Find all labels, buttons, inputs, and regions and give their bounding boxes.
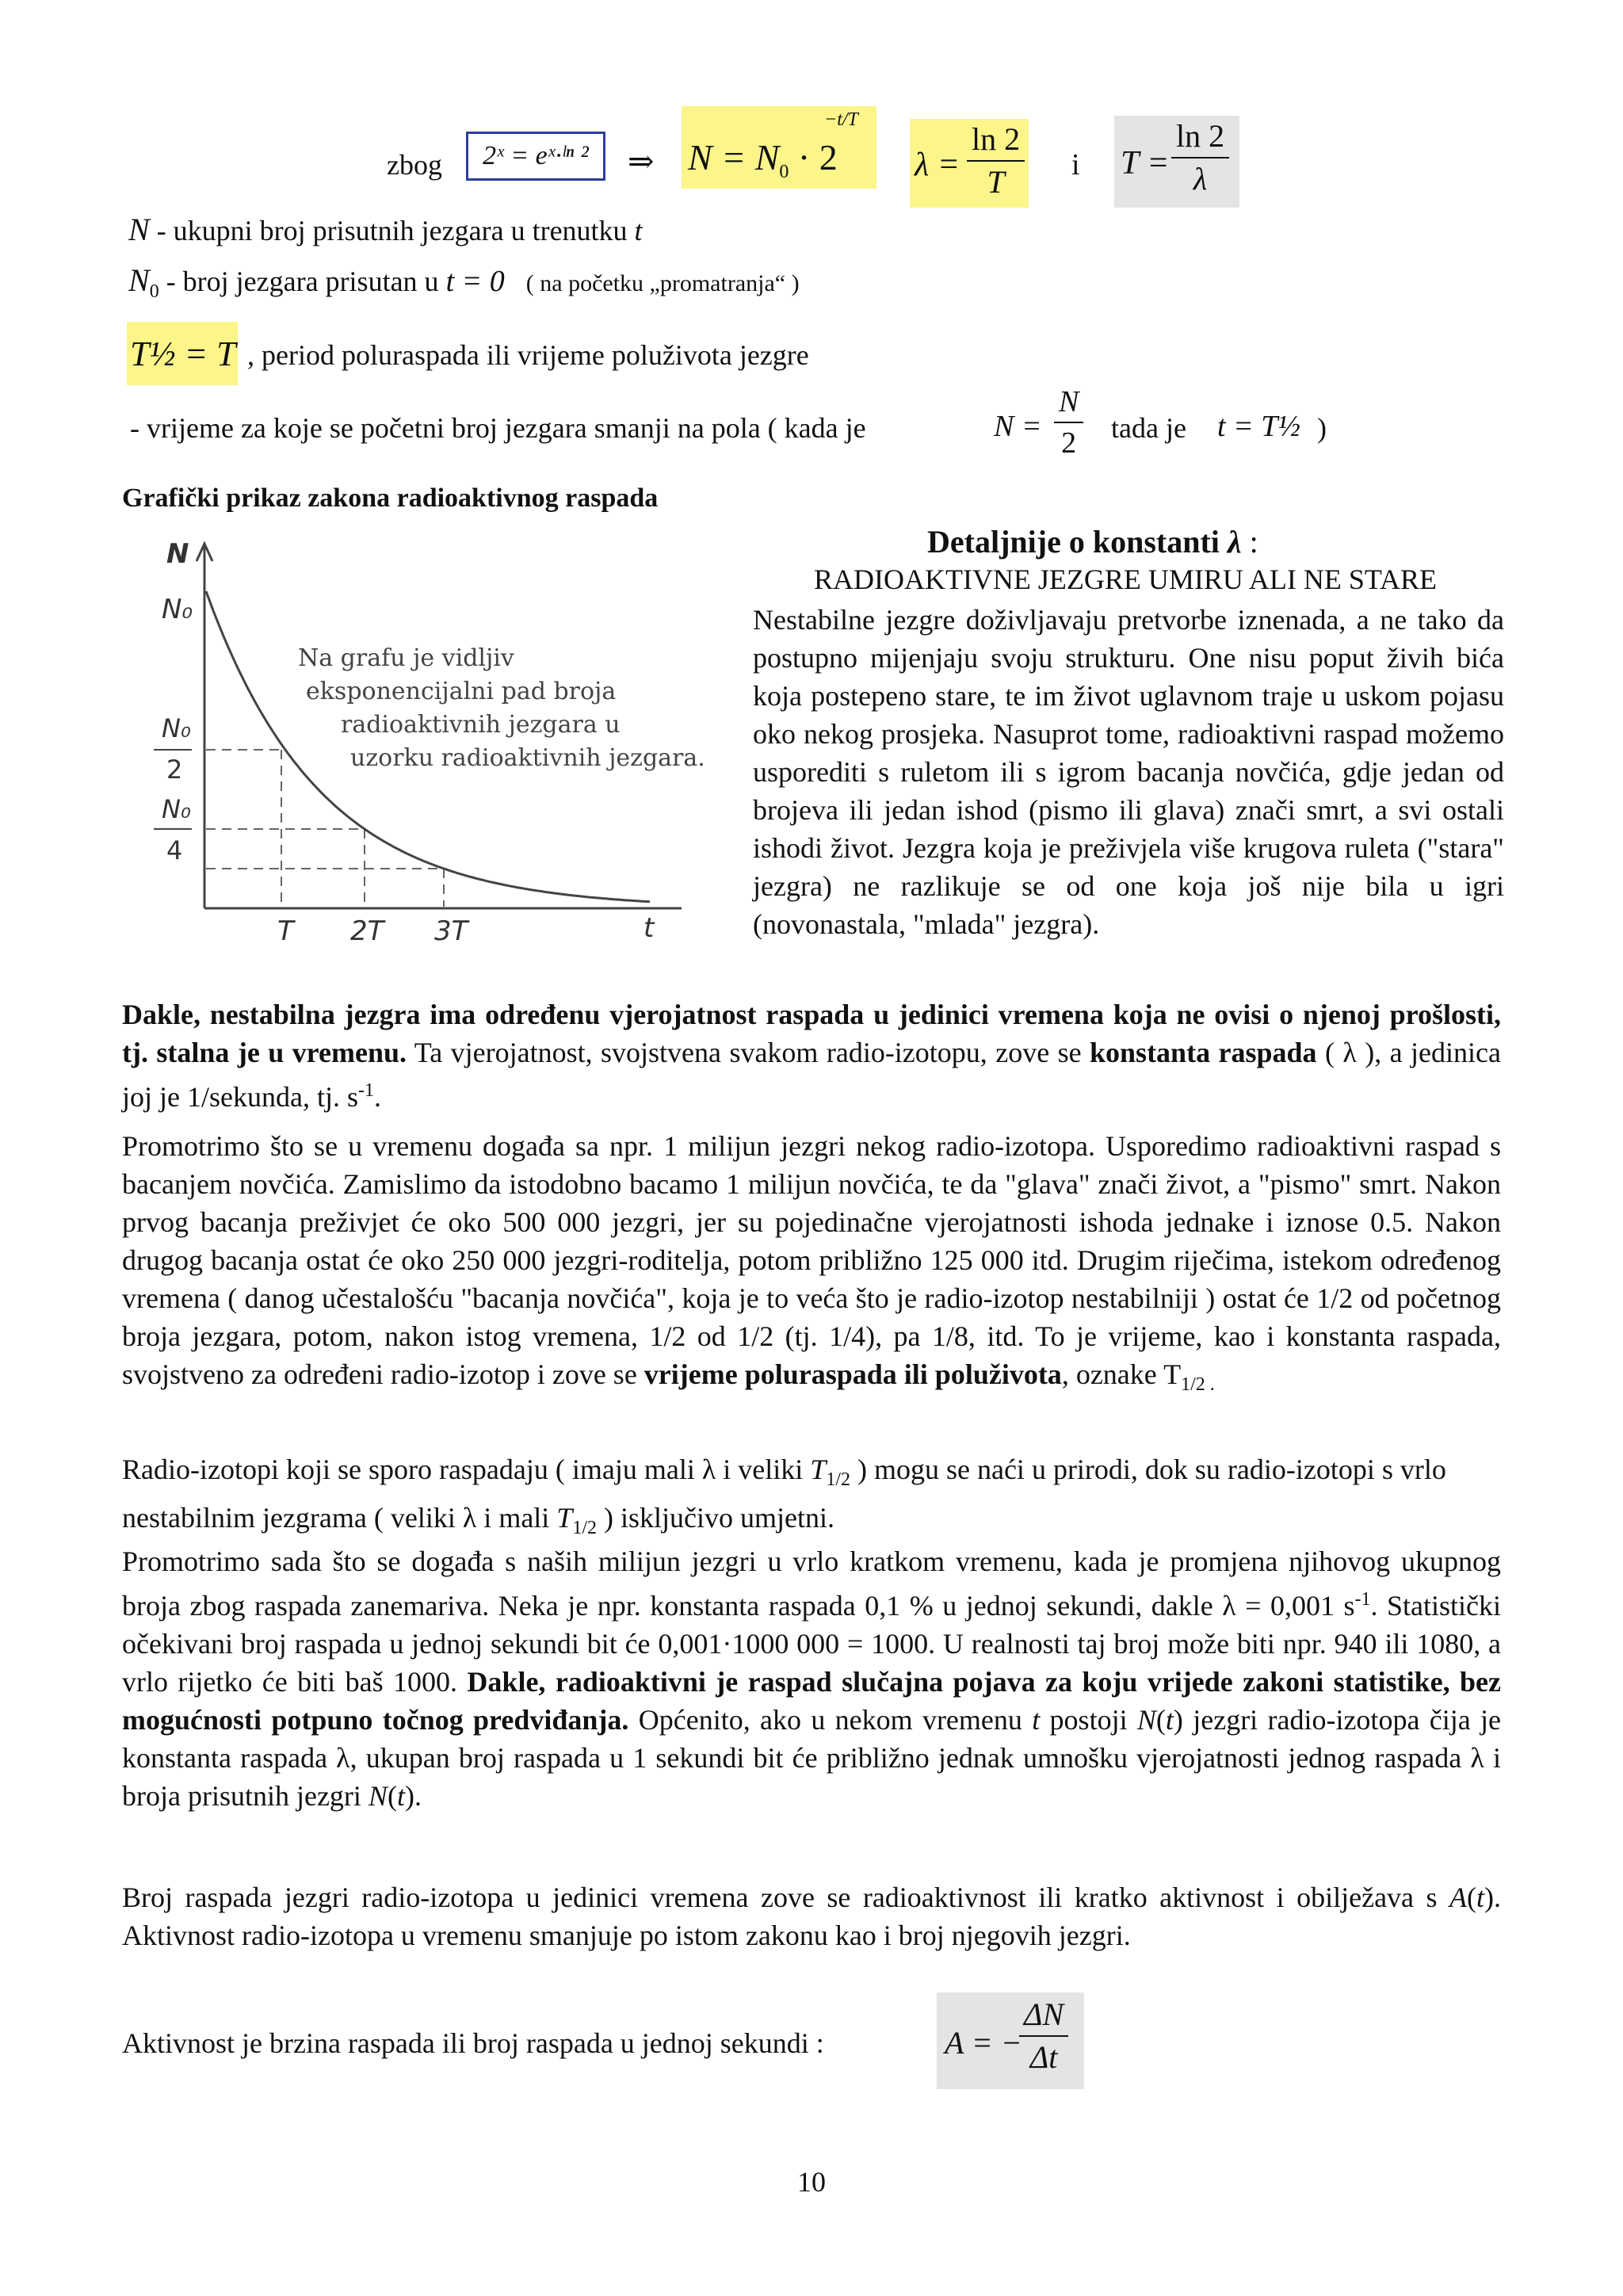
p5-t: t — [1476, 1881, 1484, 1913]
period-formula — [1114, 116, 1239, 208]
graph-annotation-line3: radioaktivnih jezgara u — [341, 711, 621, 739]
y-axis-label: N — [166, 538, 189, 570]
p3-b: ) mogu se naći u prirodi, dok su radio-izotopi s vrlo nestabilnim jezgrama ( veliki λ i mali — [122, 1454, 1446, 1534]
p2-text: Promotrimo što se u vremenu događa sa npr. 1 milijun jezgri nekog radio-izotopa. Usporedimo radioaktivni raspad s bacanjem novčića. Zamislimo da istodobno bacamo 1 milijun novčića, te da "glava" znači život, a "pismo" smrt. Nakon prvog bacanja preživjet će oko 500 000 jezgri, jer su pojedinačne vjerojatnosti ishoda jednake i iznose 0.5. Nakon drugog bacanja ostat će oko 250 000 jezgri-roditelja, potom približno 125 000 itd. Drugim riječima, istekom određenog vremena ( danog učestalošću "bacanja novčića", koja je to veća što je radio-izotop nestabilniji ) ostat će 1/2 od početnog broja jezgara, potom, nakon istog vremena, 1/2 od 1/2 (tj. 1/4), pa 1/8, itd. To je vrijeme, kao i konstanta raspada, svojstveno za određeni radio-izotop i zove se — [122, 1130, 1501, 1390]
p1-text2: ( λ ), a jedinica joj je 1/sekunda, tj. s — [122, 1037, 1501, 1113]
p4-bold: Dakle, radioaktivni je raspad slučajna pojava za koju vrijede zakoni statistike, bez mogućnosti potpuno točnog predviđanja. — [122, 1666, 1502, 1736]
lambda-denominator: T — [987, 164, 1005, 200]
def-N-t: t — [634, 215, 643, 246]
p3-s1: 1/2 — [826, 1469, 850, 1491]
paragraph-statistics — [122, 1542, 1501, 1815]
p4-h: ). — [404, 1780, 422, 1812]
zbog-label: zbog — [387, 149, 442, 181]
decay-law-sub: 0 — [779, 162, 789, 183]
period-numerator: ln 2 — [1171, 120, 1229, 159]
p4-f: ) jezgri radio-izotopa čija je konstanta raspada λ, ukupan broj raspada u 1 sekundi bit će približno jednak umnošku vjerojatnosti jednog raspada λ i broja prisutnih jezgri — [122, 1704, 1501, 1812]
def-N-text: - ukupni broj prisutnih jezgara u trenutku — [149, 215, 635, 246]
lambda-detail-title — [927, 523, 1258, 560]
p1-text3: . — [373, 1081, 381, 1113]
def-N-symbol: N — [128, 212, 150, 247]
half-line-text-a: - vrijeme za koje se početni broj jezgara smanji na pola ( kada je — [130, 412, 866, 444]
decay-graph — [143, 529, 745, 973]
y-tick-quarter-num: N₀ — [162, 794, 191, 824]
p3-a: Radio-izotopi koji se sporo raspadaju ( imaju mali λ i veliki — [122, 1454, 811, 1485]
boxed-identity-text: 2ˣ = eˣ·ˡⁿ ² — [483, 141, 589, 170]
p1-bold2: konstanta raspada — [1090, 1037, 1317, 1068]
def-N0-symbol: N — [128, 262, 150, 298]
p4-a: Promotrimo sada što se događa s naših milijun jezgri u vrlo kratkom vremenu, kada je promjena njihovog ukupnog broja zbog raspada zanemariva. Neka je npr. konstanta raspada 0,1 % u jednoj sekundi, dakle λ = 0,001 s — [122, 1545, 1501, 1622]
lambda-detail-subtitle: RADIOAKTIVNE JEZGRE UMIRU ALI NE STARE — [813, 563, 1438, 595]
decay-law-left: N = N — [688, 137, 780, 178]
decay-law-exponent: −t/T — [824, 109, 858, 130]
p2-tail: , oznake T — [1061, 1358, 1182, 1390]
lambda-detail-colon: : — [1241, 524, 1258, 560]
half-numerator: N — [1054, 387, 1083, 423]
p3-T1: T — [810, 1454, 827, 1485]
half-life-definition: , period poluraspada ili vrijeme poluživota jezgre — [247, 339, 809, 371]
paragraph-coin-toss — [122, 1127, 1501, 1404]
and-word: i — [1071, 148, 1080, 181]
y-tick-half-den: 2 — [166, 755, 183, 785]
y-tick-half-num: N₀ — [162, 713, 191, 743]
graph-annotation-line4: uzorku radioaktivnih jezgara. — [350, 744, 705, 772]
lambda-detail-body: Nestabilne jezgre doživljavaju pretvorbe iznenada, a ne tako da postupno mijenjaju svoju strukturu. One nisu poput živih bića koja postepeno stare, te im život uglavnom traje u uskom pojasu oko nekog prosjeka. Nasuprot tome, radioaktivni raspad možemo usporediti s ruletom ili s igrom bacanja novčića, gdje jedan od brojeva ili jedan ishod (pismo ili glava) znači smrt, a svi ostali ishodi život. Jezgra koja je preživjela više krugova ruleta ("stara" jezgra) ne razlikuje se od one koja još nije bila u igri (novonastala, "mlada" jezgra). — [753, 604, 1504, 940]
x-tick-T: T — [277, 915, 294, 947]
p4-t3: t — [396, 1780, 405, 1812]
p3-T2: T — [556, 1502, 573, 1534]
x-tick-3T: 3T — [434, 915, 468, 947]
p4-d: postoji — [1040, 1704, 1137, 1736]
p4-e: ( — [1155, 1704, 1166, 1736]
def-N0-sub: 0 — [149, 281, 159, 303]
p3-c: ) isključivo umjetni. — [597, 1502, 834, 1534]
activity-numerator: ΔN — [1019, 1999, 1068, 2037]
p5-b: ( — [1466, 1881, 1476, 1913]
p1-sup: -1 — [357, 1080, 374, 1101]
def-N — [128, 211, 643, 250]
half-definition-line — [130, 409, 866, 447]
p4-t2: t — [1165, 1704, 1174, 1736]
page-number: 10 — [797, 2166, 826, 2198]
p5-A: A — [1449, 1881, 1467, 1913]
def-N0 — [128, 262, 800, 311]
period-denominator: λ — [1193, 161, 1208, 197]
graph-annotation-line1: Na grafu je vidljiv — [298, 644, 514, 672]
paragraph-activity — [122, 1878, 1501, 1954]
half-life-symbol-text: T½ = T — [130, 334, 236, 373]
p2-bold: vrijeme poluraspada ili poluživota — [643, 1358, 1062, 1390]
p4-sup: -1 — [1354, 1589, 1371, 1610]
half-life-symbol — [127, 322, 238, 385]
period-lhs: T = — [1121, 145, 1170, 181]
graph-annotation-line2: eksponencijalni pad broja — [306, 678, 617, 705]
boxed-identity — [466, 132, 605, 181]
x-tick-2T: 2T — [350, 915, 384, 947]
half-line-text-b: tada je — [1111, 412, 1186, 444]
p1-text1: Ta vjerojatnost, svojstvena svakom radio-izotopu, zove se — [407, 1037, 1090, 1068]
graph-heading: Grafički prikaz zakona radioaktivnog raspada — [122, 483, 659, 513]
lambda-formula — [910, 119, 1029, 208]
p4-t: t — [1032, 1704, 1041, 1736]
p5-a: Broj raspada jezgri radio-izotopa u jedinici vremena zove se radioaktivnost ili kratko aktivnost i obilježava s — [122, 1881, 1449, 1913]
x-axis-label: t — [643, 912, 655, 944]
implies-arrow: ⇒ — [628, 143, 655, 179]
p4-Nt2: N — [368, 1780, 388, 1812]
p3-s2: 1/2 — [572, 1518, 597, 1539]
p4-g: ( — [387, 1780, 397, 1812]
def-N0-t: t = 0 — [445, 265, 505, 298]
paragraph-constant — [122, 995, 1501, 1116]
decay-law-right: · 2 — [797, 137, 838, 178]
y-tick-N0: N₀ — [162, 594, 193, 625]
activity-formula — [937, 1992, 1084, 2089]
p4-c: Općenito, ako u nekom vremenu — [628, 1704, 1033, 1736]
p1-bold: Dakle, nestabilna jezgra ima određenu vjerojatnost raspada u jedinici vremena koja ne ovisi o njenoj prošlosti, tj. stalna je u vremenu. — [122, 999, 1501, 1068]
lambda-numerator: ln 2 — [967, 124, 1025, 162]
half-denominator: 2 — [1061, 426, 1077, 460]
def-N0-note: ( na početku „promatranja“ ) — [525, 270, 800, 296]
p2-sub: 1/2 . — [1181, 1374, 1215, 1396]
p5-c: ). Aktivnost radio-izotopa u vremenu smanjuje po istom zakonu kao i broj njegovih jezgri. — [122, 1881, 1501, 1951]
half-close: ) — [1317, 412, 1327, 444]
half-N-lhs: N = — [994, 410, 1042, 443]
activity-lhs: A = − — [945, 2025, 1022, 2061]
lambda-lhs: λ = — [915, 147, 960, 183]
p4-b: . Statistički očekivani broj raspada u jednoj sekundi bit će 0,001·1000 000 = 1000. U realnosti taj broj može biti npr. 940 ili 1080, a vrlo rijetko će biti baš 1000. — [122, 1590, 1502, 1698]
lambda-detail-title-text: Detaljnije o konstanti — [927, 524, 1220, 560]
decay-law-formula — [682, 106, 876, 189]
activity-denominator: Δt — [1029, 2039, 1058, 2075]
y-tick-quarter-den: 4 — [166, 835, 183, 865]
half-t: t = T½ — [1217, 410, 1300, 443]
activity-definition: Aktivnost je brzina raspada ili broj raspada u jednoj sekundi : — [122, 2027, 824, 2059]
lambda-detail-symbol: λ — [1227, 524, 1242, 560]
paragraph-isotopes — [122, 1450, 1501, 1547]
p4-Nt: N — [1136, 1704, 1156, 1736]
def-N0-text: - broj jezgara prisutan u — [158, 266, 446, 297]
